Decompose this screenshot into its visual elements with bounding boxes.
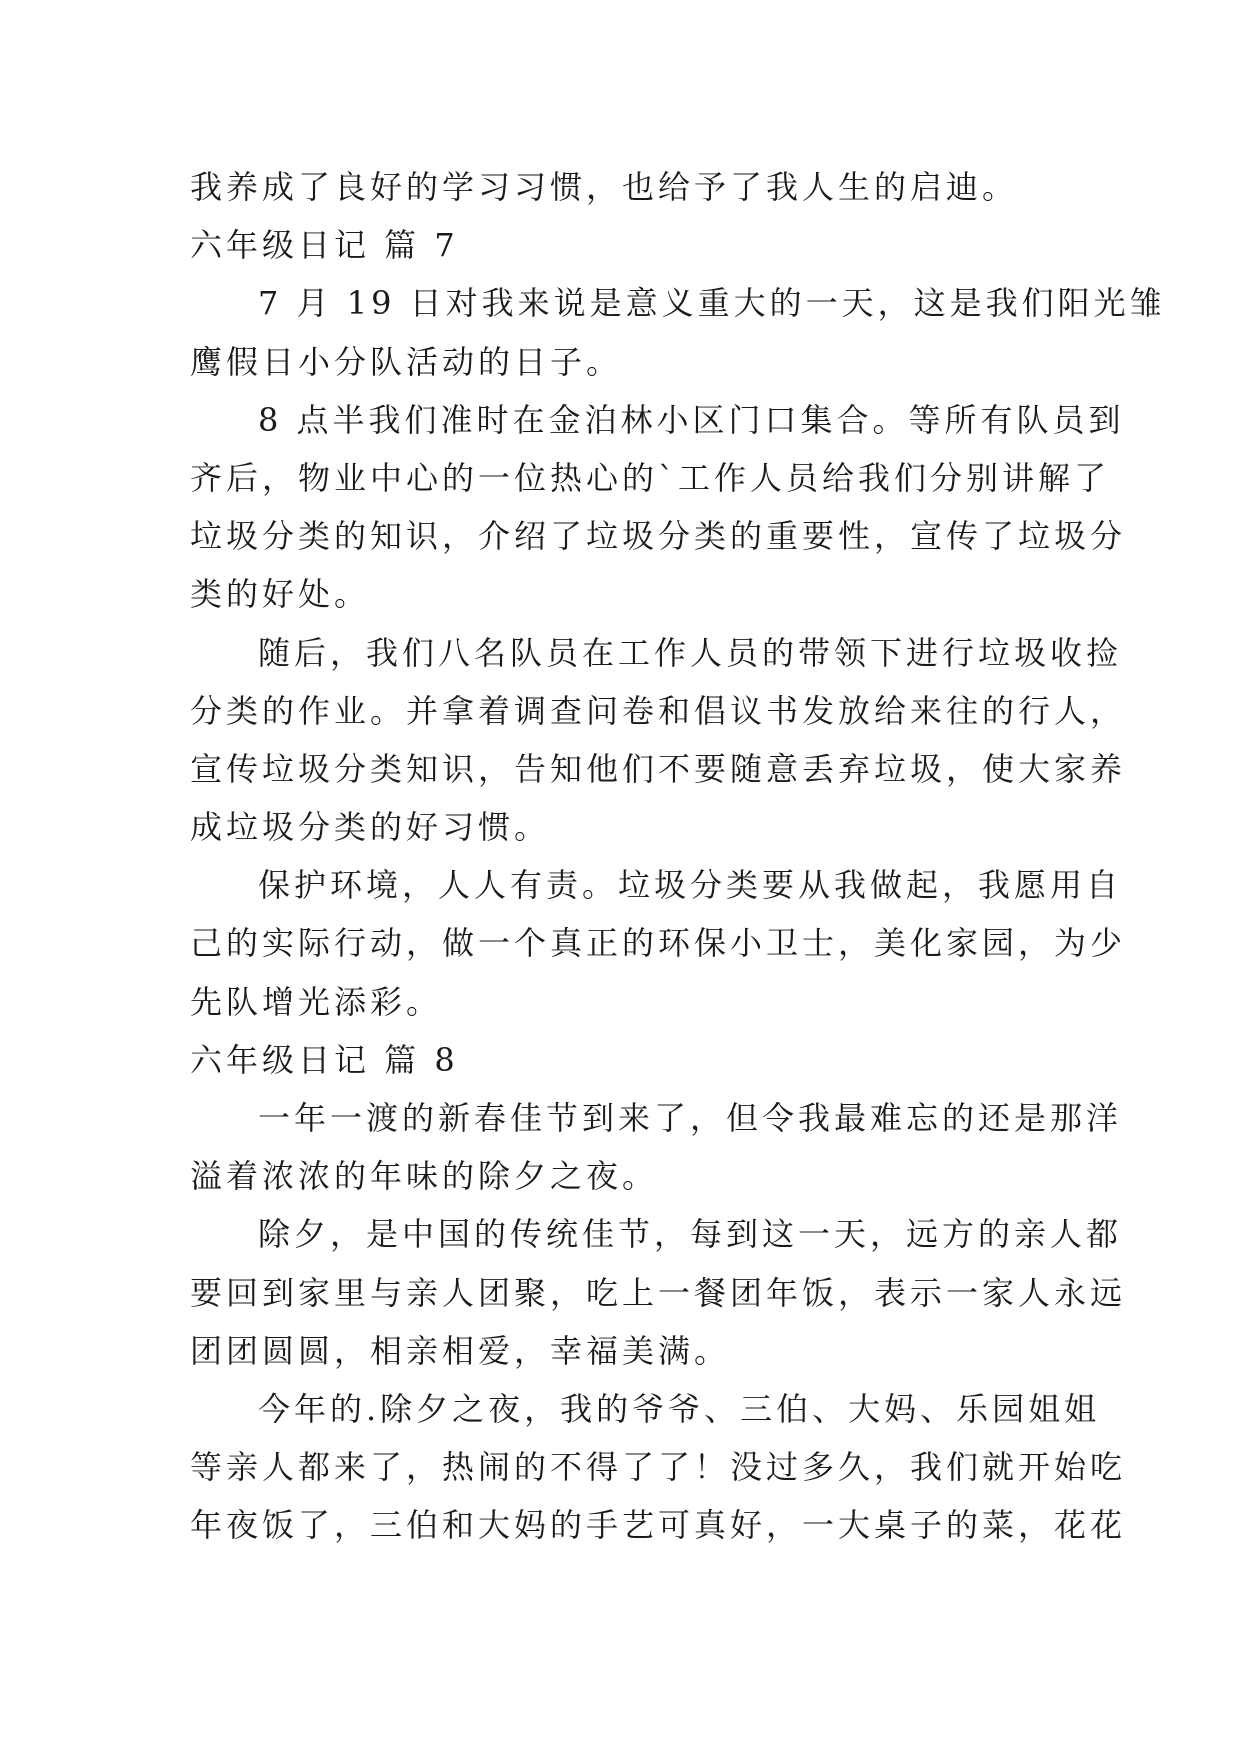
paragraph-line: 随后，我们八名队员在工作人员的带领下进行垃圾收捡	[258, 633, 1123, 672]
section-heading-7: 六年级日记 篇 7	[190, 226, 459, 265]
paragraph-line: 我养成了良好的学习习惯，也给予了我人生的启迪。	[190, 168, 1019, 206]
paragraph-line: 齐后，物业中心的一位热心的`工作人员给我们分别讲解了	[190, 458, 1111, 497]
paragraph-line: 己的实际行动，做一个真正的环保小卫士，美化家园，为少	[190, 924, 1127, 963]
paragraph-line: 宣传垃圾分类知识，告知他们不要随意丢弃垃圾，使大家养	[190, 749, 1127, 788]
paragraph-line: 分类的作业。并拿着调查问卷和倡议书发放给来往的行人，	[190, 691, 1127, 730]
paragraph-line: 8 点半我们准时在金泊林小区门口集合。等所有队员到	[258, 400, 1125, 439]
paragraph-line: 成垃圾分类的好习惯。	[190, 808, 551, 847]
paragraph-line: 要回到家里与亲人团聚，吃上一餐团年饭，表示一家人永远	[190, 1273, 1127, 1312]
paragraph-line: 除夕，是中国的传统佳节，每到这一天，远方的亲人都	[258, 1215, 1123, 1254]
paragraph-line: 团团圆圆，相亲相爱，幸福美满。	[190, 1331, 731, 1370]
paragraph-line: 溢着浓浓的年味的除夕之夜。	[190, 1157, 659, 1196]
paragraph-line: 等亲人都来了，热闹的不得了了！没过多久，我们就开始吃	[190, 1448, 1127, 1487]
paragraph-line: 类的好处。	[190, 575, 371, 614]
paragraph-line: 鹰假日小分队活动的日子。	[190, 342, 623, 381]
paragraph-line: 年夜饭了，三伯和大妈的手艺可真好，一大桌子的菜，花花	[190, 1506, 1127, 1545]
paragraph-line: 7 月 19 日对我来说是意义重大的一天，这是我们阳光雏	[258, 284, 1166, 323]
paragraph-line: 先队增光添彩。	[190, 982, 443, 1021]
paragraph-line: 一年一渡的新春佳节到来了，但令我最难忘的还是那洋	[258, 1099, 1123, 1137]
section-heading-8: 六年级日记 篇 8	[190, 1040, 459, 1079]
paragraph-line: 垃圾分类的知识，介绍了垃圾分类的重要性，宣传了垃圾分	[190, 517, 1127, 556]
paragraph-line: 今年的.除夕之夜，我的爷爷、三伯、大妈、乐园姐姐	[258, 1389, 1101, 1428]
paragraph-line: 保护环境，人人有责。垃圾分类要从我做起，我愿用自	[258, 866, 1123, 905]
diary-text	[190, 158, 1166, 1555]
